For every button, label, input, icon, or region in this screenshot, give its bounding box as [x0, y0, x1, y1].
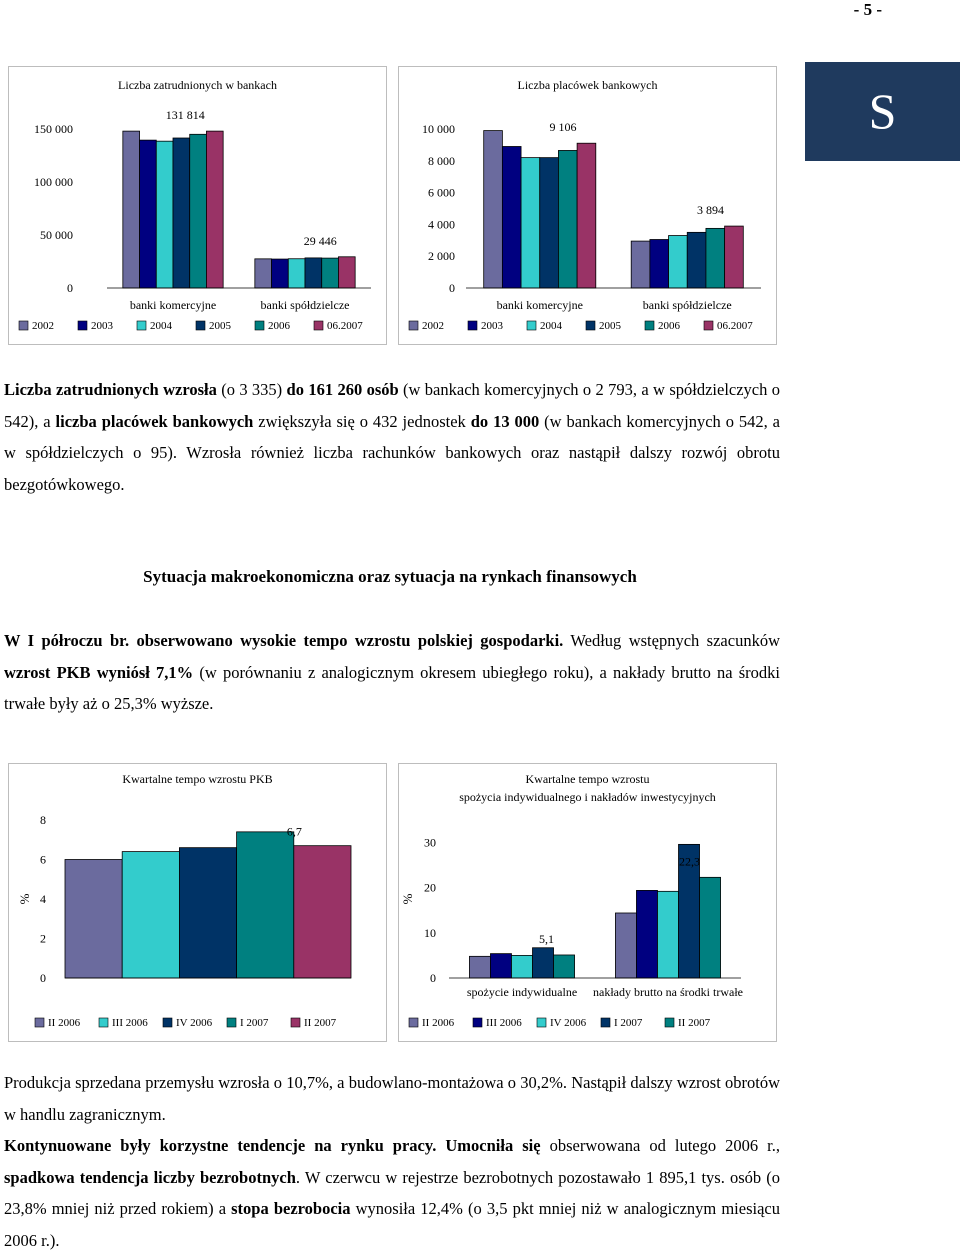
- bar: [469, 956, 490, 978]
- legend-label: II 2007: [678, 1017, 711, 1029]
- y-tick-label: 4: [40, 892, 46, 906]
- data-label: 29 446: [303, 233, 337, 248]
- legend-label: I 2007: [614, 1017, 643, 1029]
- text: . W czerwcu w rejestrze bezrobotnych pozostawało 1 895,1 tys. osób (o 23,8% mniej niż przed rokiem) a: [4, 1167, 780, 1218]
- paragraph-industry: [4, 1067, 780, 1130]
- bar: [190, 134, 207, 288]
- legend-label: 2002: [422, 320, 444, 332]
- bar: [502, 146, 521, 288]
- bar: [140, 140, 157, 288]
- text-bold: W I półroczu br. obserwowano wysokie tempo wzrostu polskiej gospodarki.: [4, 631, 564, 650]
- legend-swatch: [227, 1018, 236, 1027]
- x-category-label: banki spółdzielcze: [260, 298, 350, 312]
- chart-branches: [398, 66, 777, 345]
- bar: [206, 131, 223, 288]
- legend-swatch: [645, 321, 654, 330]
- legend-swatch: [468, 321, 477, 330]
- text-bold: liczba placówek bankowych: [55, 411, 254, 431]
- bar: [687, 232, 706, 288]
- bar: [700, 877, 721, 978]
- legend-swatch: [196, 321, 205, 330]
- legend-swatch: [78, 321, 87, 330]
- bar: [65, 860, 122, 979]
- legend-label: 2004: [150, 320, 172, 332]
- legend-swatch: [19, 321, 28, 330]
- paragraph-labour: [4, 1130, 780, 1256]
- bar: [173, 138, 190, 288]
- bar: [669, 236, 688, 288]
- y-tick-label: 4 000: [428, 217, 455, 232]
- legend-swatch: [473, 1018, 482, 1027]
- y-tick-label: 8 000: [428, 153, 455, 168]
- legend-swatch: [314, 321, 323, 330]
- y-tick-label: 0: [40, 971, 46, 985]
- y-tick-label: 2 000: [428, 249, 455, 264]
- x-category-label: banki spółdzielcze: [642, 298, 732, 312]
- legend-label: 2005: [599, 320, 621, 332]
- legend-label: 2005: [209, 320, 231, 332]
- legend-swatch: [409, 1018, 418, 1027]
- paragraph-gdp: [4, 625, 780, 720]
- legend-swatch: [99, 1018, 108, 1027]
- data-label: 6,7: [286, 824, 302, 839]
- bar: [322, 258, 339, 288]
- text: (w bankach komercyjnych o 2 793, a w spółdzielczych o 542), a: [4, 380, 780, 431]
- chart-title: spożycia indywidualnego i nakładów inwestycyjnych: [459, 790, 716, 804]
- legend-label: III 2006: [486, 1017, 522, 1029]
- bar: [272, 259, 289, 288]
- y-tick-label: 6: [40, 852, 46, 867]
- data-label: 9 106: [549, 120, 577, 135]
- legend-label: IV 2006: [176, 1017, 213, 1029]
- text: obserwowana od lutego 2006 r.,: [540, 1136, 781, 1155]
- text-bold: Kontynuowane były korzystne tendencje na rynku pracy. Umocniła się: [4, 1136, 541, 1155]
- legend-swatch: [537, 1018, 546, 1027]
- chart-title: Liczba placówek bankowych: [517, 78, 658, 92]
- y-tick-label: 50 000: [40, 228, 73, 242]
- x-category-label: banki komercyjne: [129, 298, 217, 312]
- text: zwiększyła się o 432 jednostek: [253, 411, 471, 431]
- bar: [305, 258, 322, 288]
- legend-label: 2006: [658, 320, 680, 332]
- x-category-label: banki komercyjne: [496, 298, 583, 312]
- data-label: 3 894: [696, 203, 724, 218]
- bar: [554, 955, 575, 978]
- text-bold: do 161 260 osób: [286, 380, 399, 399]
- chart-consumption-investment: [398, 763, 777, 1042]
- bar: [540, 158, 559, 288]
- y-tick-label: 0: [430, 971, 436, 985]
- bar: [294, 846, 351, 978]
- legend-swatch: [586, 321, 595, 330]
- bar: [615, 913, 636, 978]
- text-bold: do 13 000: [470, 411, 540, 431]
- bar: [490, 954, 511, 978]
- section-heading: Sytuacja makroekonomiczna oraz sytuacja na rynkach finansowych: [143, 567, 637, 586]
- legend-swatch: [291, 1018, 300, 1027]
- legend-swatch: [601, 1018, 610, 1027]
- legend-label: I 2007: [240, 1017, 269, 1029]
- chart-title: Kwartalne tempo wzrostu PKB: [122, 772, 273, 786]
- legend-label: 2003: [91, 320, 113, 332]
- bar: [725, 226, 744, 288]
- bar: [577, 143, 596, 288]
- bar: [521, 158, 540, 288]
- legend-label: III 2006: [112, 1017, 148, 1029]
- data-label: 131 814: [165, 108, 205, 123]
- text: wynosiła 12,4% (o 3,5 pkt mniej niż w analogicznym miesiącu 2006 r.).: [4, 1199, 780, 1250]
- legend-swatch: [255, 321, 264, 330]
- y-tick-label: 6 000: [428, 185, 455, 200]
- bar: [484, 131, 503, 288]
- bar: [122, 852, 179, 978]
- text-bold: wzrost PKB wyniósł 7,1%: [4, 662, 194, 682]
- chart-title: Liczba zatrudnionych w bankach: [118, 78, 277, 92]
- legend-label: 06.2007: [717, 320, 753, 332]
- bar: [179, 848, 236, 978]
- bar: [156, 141, 173, 288]
- y-tick-label: 10 000: [422, 122, 455, 136]
- legend-swatch: [665, 1018, 674, 1027]
- legend-label: II 2007: [304, 1017, 337, 1029]
- legend-swatch: [409, 321, 418, 330]
- bar: [511, 955, 532, 978]
- y-tick-label: 8: [40, 813, 46, 827]
- y-tick-label: 0: [67, 281, 73, 295]
- chart-gdp: [8, 763, 387, 1042]
- bar: [123, 131, 140, 288]
- chart-employees: [8, 66, 387, 345]
- y-tick-label: 20: [424, 880, 436, 895]
- y-tick-label: 100 000: [34, 175, 73, 189]
- legend-label: IV 2006: [550, 1017, 587, 1029]
- x-category-label: spożycie indywidualne: [466, 985, 578, 999]
- y-axis-label: %: [400, 893, 415, 905]
- legend-swatch: [163, 1018, 172, 1027]
- legend-label: II 2006: [48, 1017, 81, 1029]
- legend-label: 2004: [540, 320, 562, 332]
- bar: [636, 890, 657, 978]
- bar: [255, 259, 272, 288]
- y-tick-label: 0: [449, 281, 455, 295]
- legend-swatch: [137, 321, 146, 330]
- text: Produkcja sprzedana przemysłu wzrosła o 10,7%, a budowlano-montażowa o 30,2%. Nastąpił dalszy wzrost obrotów w handlu zagranicznym.: [4, 1073, 780, 1124]
- bar: [631, 241, 650, 288]
- bar: [650, 240, 669, 288]
- section-badge: S: [805, 62, 960, 161]
- legend-label: II 2006: [422, 1017, 455, 1029]
- legend-label: 2003: [481, 320, 503, 332]
- y-tick-label: 10: [424, 925, 436, 940]
- bar: [657, 891, 678, 978]
- page-number: - 5 -: [853, 0, 882, 19]
- legend-swatch: [35, 1018, 44, 1027]
- data-label: 22,3: [679, 854, 701, 869]
- legend-label: 2002: [32, 320, 54, 332]
- bar: [533, 948, 554, 978]
- text-bold: Liczba zatrudnionych wzrosła: [4, 380, 217, 399]
- text: (w porównaniu z analogicznym okresem ubiegłego roku), a nakłady brutto na środki trwałe były aż o 25,3% wyższe.: [4, 662, 781, 713]
- legend-swatch: [704, 321, 713, 330]
- text-bold: spadkowa tendencja liczby bezrobotnych: [4, 1167, 296, 1187]
- legend-label: 06.2007: [327, 320, 363, 332]
- chart-title: Kwartalne tempo wzrostu: [525, 772, 650, 786]
- bar: [558, 150, 577, 288]
- y-tick-label: 2: [40, 931, 46, 946]
- bar: [288, 259, 305, 288]
- bar: [706, 228, 725, 288]
- y-tick-label: 30: [424, 835, 436, 850]
- text: Według wstępnych szacunków: [563, 631, 780, 650]
- y-axis-label: %: [17, 893, 32, 905]
- x-category-label: nakłady brutto na środki trwałe: [593, 985, 743, 999]
- text: (w bankach komercyjnych o 542, a w spółdzielczych o 95). Wzrosła również liczba rachunków bankowych oraz nastąpił dalszy rozwój obrotu bezgotówkowego.: [4, 411, 781, 494]
- text: (o 3 335): [216, 380, 287, 399]
- bar: [237, 832, 294, 978]
- text-bold: stopa bezrobocia: [231, 1199, 351, 1218]
- bar: [338, 257, 355, 288]
- data-label: 5,1: [539, 931, 555, 946]
- paragraph-banking: [4, 374, 780, 500]
- legend-label: 2006: [268, 320, 290, 332]
- y-tick-label: 150 000: [34, 122, 73, 136]
- legend-swatch: [527, 321, 536, 330]
